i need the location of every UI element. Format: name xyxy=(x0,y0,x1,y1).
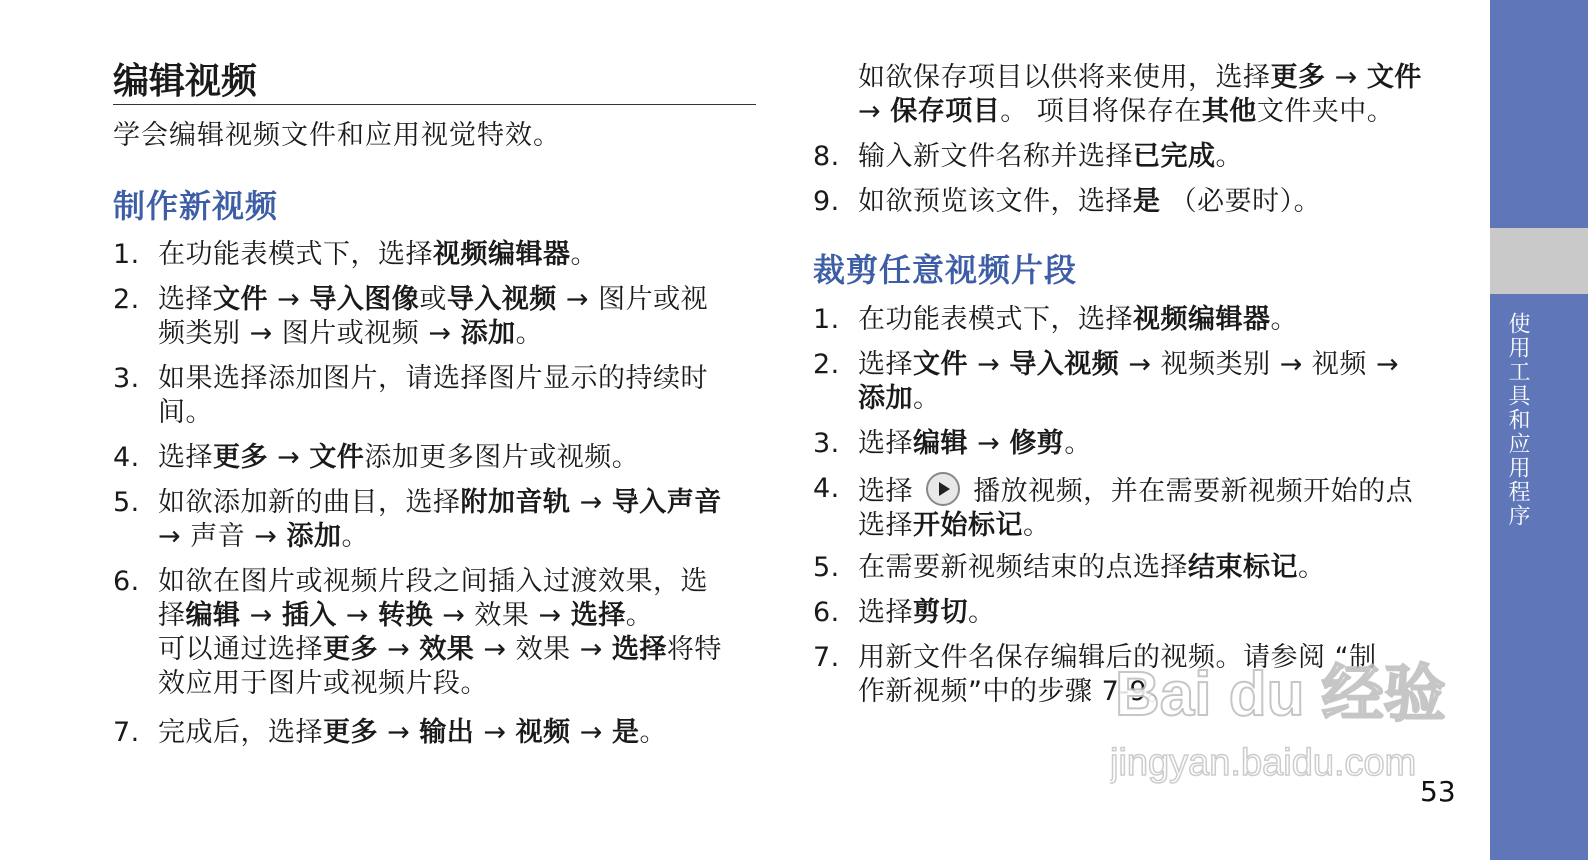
step-number: 6. xyxy=(113,566,140,597)
step-number: 1. xyxy=(113,239,140,270)
text-line: 选择编辑 → 修剪。 xyxy=(858,428,1092,459)
text-line: 如欲预览该文件，选择是 （必要时）。 xyxy=(858,186,1322,217)
text-line: 选择 播放视频，并在需要新视频开始的点 xyxy=(858,472,1453,509)
step-number: 7. xyxy=(113,717,140,748)
step-number: 3. xyxy=(813,428,840,459)
step-text xyxy=(858,551,1453,585)
step-number: 4. xyxy=(113,442,140,473)
text-line: 如欲添加新的曲目，选择附加音轨 → 导入声音 xyxy=(158,487,722,518)
page-number: 53 xyxy=(1420,775,1456,808)
step-text xyxy=(858,427,1453,461)
text-line: 如欲在图片或视频片段之间插入过渡效果，选 xyxy=(158,566,708,597)
section-title-make-video: 制作新视频 xyxy=(113,187,279,225)
text-line: 在功能表模式下，选择视频编辑器。 xyxy=(158,239,598,270)
step-text xyxy=(858,185,1453,219)
text-line: 如欲保存项目以供将来使用，选择更多 → 文件 xyxy=(858,62,1422,93)
step-text xyxy=(158,283,753,351)
step-number: 6. xyxy=(813,597,840,628)
watermark-brand: Bai du 经验 xyxy=(1115,660,1446,729)
sidebar-tab-marker xyxy=(1490,228,1588,294)
step-text xyxy=(858,641,1453,709)
step-number: 8. xyxy=(813,141,840,172)
save-project-note xyxy=(858,61,1458,129)
text-line: 频类别 → 图片或视频 → 添加。 xyxy=(158,318,544,349)
text-line: 择编辑 → 插入 → 转换 → 效果 → 选择。 xyxy=(158,600,654,631)
step-text xyxy=(858,348,1453,416)
text-line: 用新文件名保存编辑后的视频。请参阅 “制 xyxy=(858,642,1377,673)
step-number: 5. xyxy=(113,487,140,518)
text-line: 间。 xyxy=(158,397,213,428)
text-line: 如果选择添加图片，请选择图片显示的持续时 xyxy=(158,363,708,394)
section-title-trim-clip: 裁剪任意视频片段 xyxy=(813,251,1078,289)
step-number: 2. xyxy=(113,284,140,315)
watermark-url: jingyan.baidu.com xyxy=(1110,742,1417,784)
sidebar-chapter-label: 使用工具和应用程序 xyxy=(1505,312,1530,528)
step-text xyxy=(158,362,753,430)
text-line: 选择剪切。 xyxy=(858,597,996,628)
step-number: 7. xyxy=(813,642,840,673)
step-text xyxy=(858,596,1453,630)
step-text xyxy=(158,486,753,554)
play-icon xyxy=(926,472,960,506)
step-text xyxy=(158,238,753,272)
step-number: 3. xyxy=(113,363,140,394)
text-line: 选择文件 → 导入图像或导入视频 → 图片或视 xyxy=(158,284,709,315)
text-line: 选择文件 → 导入视频 → 视频类别 → 视频 → xyxy=(858,349,1400,380)
text-line: 完成后，选择更多 → 输出 → 视频 → 是。 xyxy=(158,717,667,748)
text-line: 在需要新视频结束的点选择结束标记。 xyxy=(858,552,1326,583)
step-number: 9. xyxy=(813,186,840,217)
text-line: 输入新文件名称并选择已完成。 xyxy=(858,141,1243,172)
text-line: 作新视频”中的步骤 7-9。 xyxy=(858,676,1175,707)
text-line: 在功能表模式下，选择视频编辑器。 xyxy=(858,304,1298,335)
step-text xyxy=(158,441,753,475)
text-line: 添加。 xyxy=(858,383,941,414)
text-line: 可以通过选择更多 → 效果 → 效果 → 选择将特 xyxy=(158,634,722,665)
text-line: 选择开始标记。 xyxy=(858,510,1051,541)
step-text xyxy=(158,565,753,701)
text-line: 效应用于图片或视频片段。 xyxy=(158,668,488,699)
step-number: 2. xyxy=(813,349,840,380)
step-text xyxy=(858,303,1453,337)
step-number: 1. xyxy=(813,304,840,335)
step-number: 4. xyxy=(813,473,840,504)
text-line: → 声音 → 添加。 xyxy=(158,521,370,552)
text-line: → 保存项目。 项目将保存在其他文件夹中。 xyxy=(858,96,1395,127)
page-title: 编辑视频 xyxy=(113,62,756,105)
step-text xyxy=(158,716,753,750)
step-text xyxy=(858,472,1453,543)
intro-text: 学会编辑视频文件和应用视觉特效。 xyxy=(113,120,561,151)
step-number: 5. xyxy=(813,552,840,583)
step-text xyxy=(858,140,1453,174)
text-line: 选择更多 → 文件添加更多图片或视频。 xyxy=(158,442,640,473)
